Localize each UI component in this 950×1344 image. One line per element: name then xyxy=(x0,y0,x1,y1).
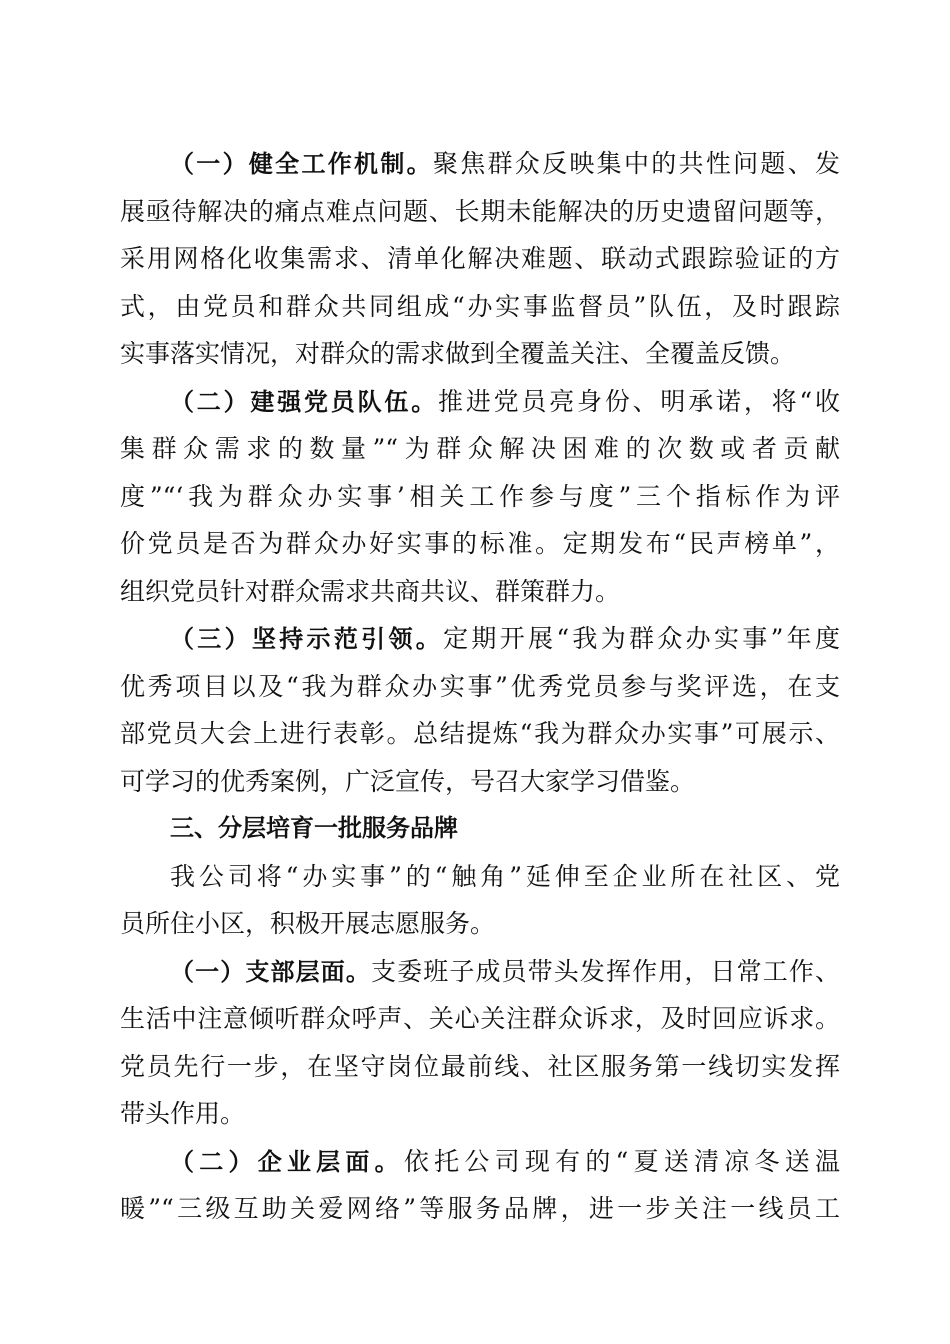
paragraph-line: 党员先行一步，在坚守岗位最前线、社区服务第一线切实发挥 xyxy=(120,1051,840,1081)
item-enterprise-level xyxy=(120,1138,840,1233)
paragraph-line: 部党员大会上进行表彰。总结提炼“我为群众办实事”可展示、 xyxy=(120,719,840,748)
line-text: 依托公司现有的“夏送清凉冬送温 xyxy=(403,1146,840,1176)
paragraph-line: 可学习的优秀案例，广泛宣传，号召大家学习借鉴。 xyxy=(120,766,696,796)
paragraph-line: 集群众需求的数量”“为群众解决困难的次数或者贡献 xyxy=(120,434,840,463)
line-text: 聚焦群众反映集中的共性问题、发 xyxy=(432,149,840,178)
paragraph-line: 优秀项目以及“我为群众办实事”优秀党员参与奖评选，在支 xyxy=(120,671,840,701)
paragraph-first-line xyxy=(120,1138,840,1186)
item-lead: （一）支部层面。 xyxy=(170,957,371,986)
paragraph-line: 生活中注意倾听群众呼声、关心关注群众诉求，及时回应诉求。 xyxy=(120,1004,840,1033)
paragraph-line: 展亟待解决的痛点难点问题、长期未能解决的历史遗留问题等， xyxy=(120,196,840,226)
section-heading: 三、分层培育一批服务品牌 xyxy=(170,814,458,842)
line-text: 推进党员亮身份、明承诺，将“收 xyxy=(438,386,840,416)
paragraph-first-line xyxy=(120,948,840,996)
item-demonstration xyxy=(120,615,840,805)
line-text: 定期开展“我为群众办实事”年度 xyxy=(443,624,840,653)
document-body xyxy=(120,140,840,1233)
paragraph-first-line: 我公司将“办实事”的“触角”延伸至企业所在社区、党 xyxy=(170,861,840,891)
item-branch-level xyxy=(120,948,840,1138)
paragraph-line: 组织党员针对群众需求共商共议、群策群力。 xyxy=(120,576,621,606)
item-lead: （二）企业层面。 xyxy=(170,1147,404,1176)
paragraph-line: 实事落实情况，对群众的需求做到全覆盖关注、全覆盖反馈。 xyxy=(120,339,796,368)
intro-paragraph xyxy=(120,853,840,948)
paragraph-line: 带头作用。 xyxy=(120,1099,246,1128)
paragraph-line: 价党员是否为群众办好实事的标准。定期发布“民声榜单”， xyxy=(120,529,840,558)
paragraph-line: 采用网格化收集需求、清单化解决难题、联动式跟踪验证的方 xyxy=(120,244,840,273)
item-strengthen-team xyxy=(120,378,840,616)
paragraph-line: 度”“‘我为群众办实事’相关工作参与度”三个指标作为评 xyxy=(120,481,840,511)
paragraph-line: 暖”“三级互助关爱网络”等服务品牌，进一步关注一线员工 xyxy=(120,1194,840,1223)
item-establish-mechanism xyxy=(120,140,840,378)
item-lead: （一）健全工作机制。 xyxy=(170,150,433,178)
paragraph-first-line xyxy=(120,140,840,188)
paragraph-line: 员所住小区，积极开展志愿服务。 xyxy=(120,909,496,938)
item-lead: （二）建强党员队伍。 xyxy=(170,387,439,416)
paragraph-first-line xyxy=(120,615,840,663)
paragraph-first-line xyxy=(120,378,840,426)
paragraph-line: 式，由党员和群众共同组成“办实事监督员”队伍，及时跟踪 xyxy=(120,291,840,321)
item-lead: （三）坚持示范引领。 xyxy=(170,625,444,653)
line-text: 支委班子成员带头发挥作用，日常工作、 xyxy=(370,956,840,986)
